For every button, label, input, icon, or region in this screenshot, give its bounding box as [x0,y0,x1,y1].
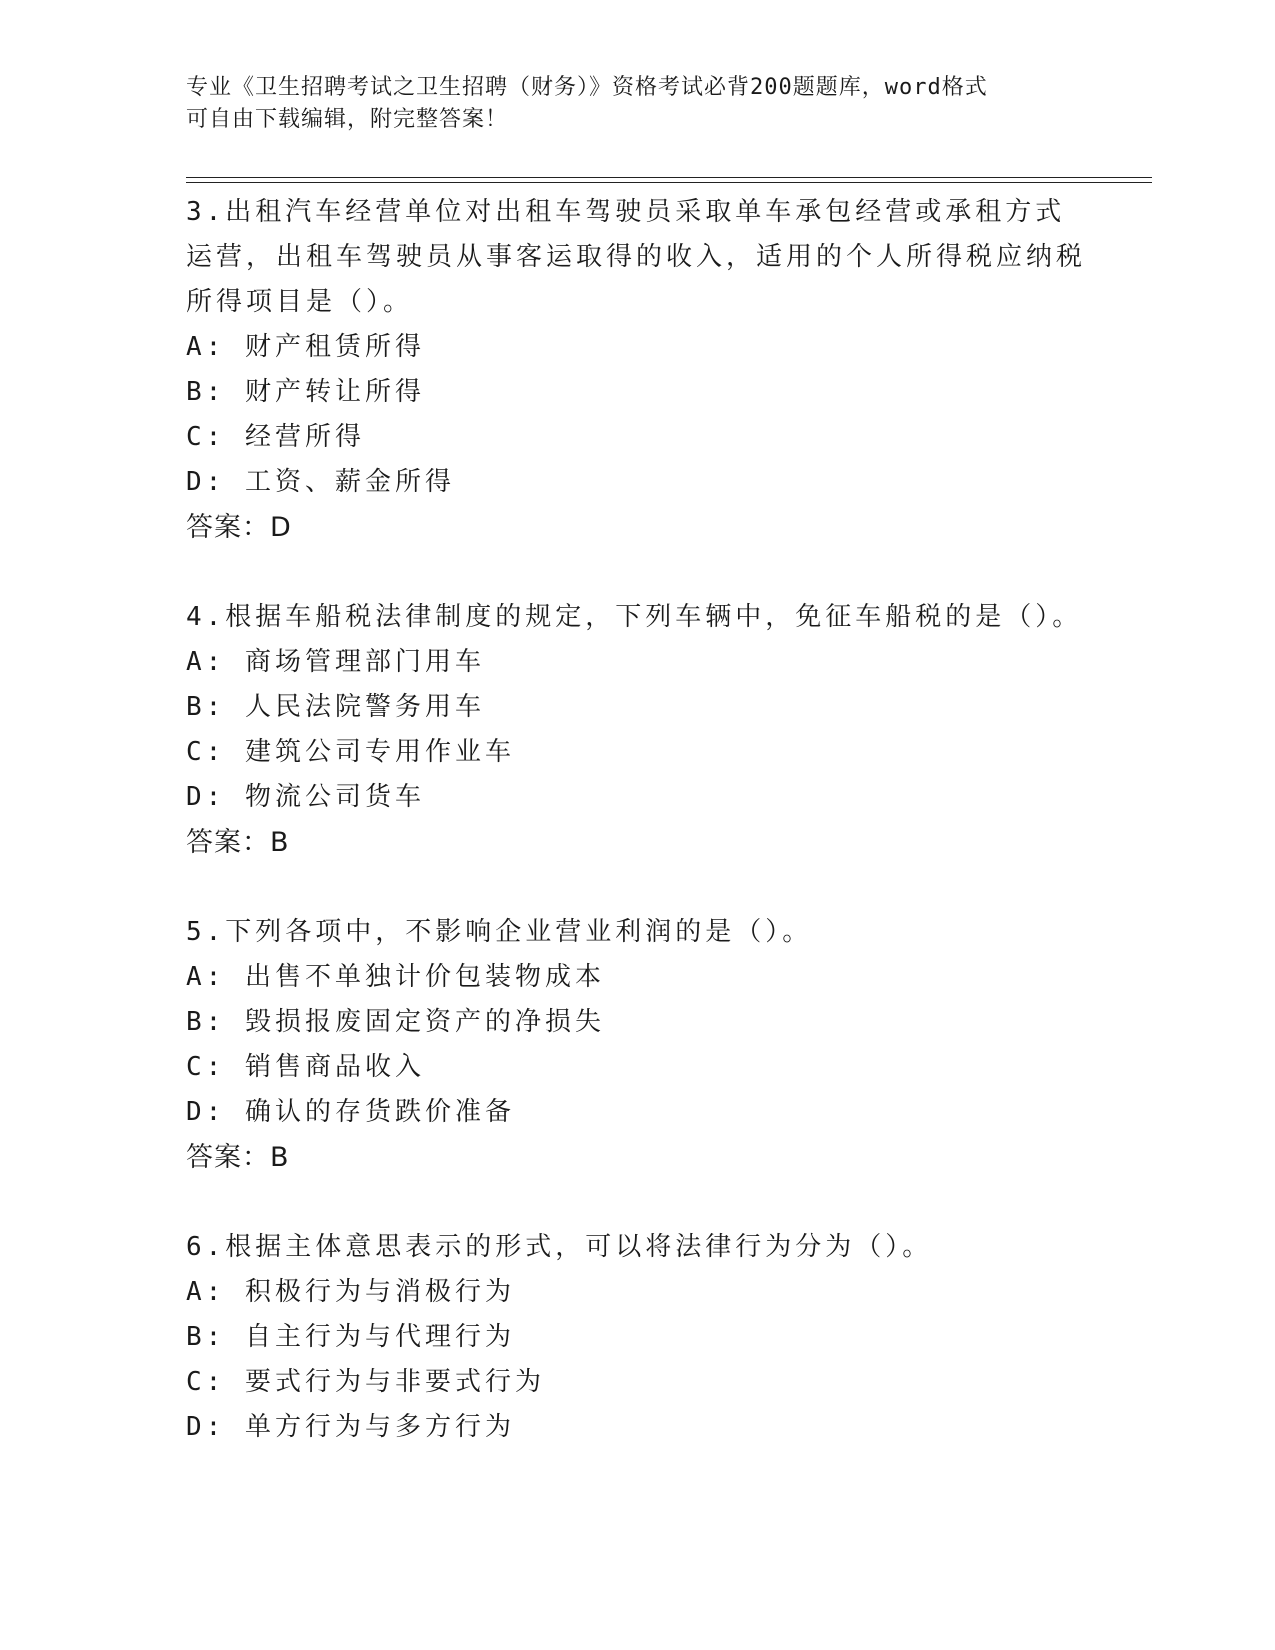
option-a: A: 财产租赁所得 [186,332,425,362]
question-3 [186,190,1086,550]
answer-line: 答案：D [186,512,292,543]
option-c: C: 销售商品收入 [186,1052,425,1082]
answer-line: 答案：B [186,1142,290,1173]
option-b: B: 财产转让所得 [186,377,425,407]
header-divider-top [186,177,1152,178]
answer-line: 答案：B [186,827,290,858]
option-a: A: 商场管理部门用车 [186,647,485,677]
option-b: B: 自主行为与代理行为 [186,1322,515,1352]
option-a: A: 积极行为与消极行为 [186,1277,515,1307]
question-stem: 4.根据车船税法律制度的规定，下列车辆中，免征车船税的是（）。 [186,602,1083,632]
question-stem: 6.根据主体意思表示的形式，可以将法律行为分为（）。 [186,1232,933,1262]
question-4 [186,595,1086,865]
option-d: D: 确认的存货跌价准备 [186,1097,515,1127]
option-b: B: 人民法院警务用车 [186,692,485,722]
question-6 [186,1225,1086,1450]
question-spacer [186,1180,1086,1225]
document-header [186,72,1066,136]
option-c: C: 要式行为与非要式行为 [186,1367,545,1397]
option-b: B: 毁损报废固定资产的净损失 [186,1007,605,1037]
option-d: D: 单方行为与多方行为 [186,1412,515,1442]
header-divider-bottom [186,182,1152,183]
question-spacer [186,550,1086,595]
question-stem: 3.出租汽车经营单位对出租车驾驶员采取单车承包经营或承租方式运营，出租车驾驶员从事客运取得的收入，适用的个人所得税应纳税所得项目是（）。 [186,197,1087,317]
header-title-line-2: 可自由下载编辑，附完整答案！ [186,107,509,132]
option-c: C: 经营所得 [186,422,365,452]
question-list [186,190,1086,1450]
option-c: C: 建筑公司专用作业车 [186,737,515,767]
question-spacer [186,865,1086,910]
header-title-line-1: 专业《卫生招聘考试之卫生招聘（财务）》资格考试必背200题题库，word格式 [186,75,988,100]
option-d: D: 工资、薪金所得 [186,467,455,497]
question-stem: 5.下列各项中，不影响企业营业利润的是（）。 [186,917,813,947]
option-d: D: 物流公司货车 [186,782,425,812]
question-5 [186,910,1086,1180]
option-a: A: 出售不单独计价包装物成本 [186,962,605,992]
